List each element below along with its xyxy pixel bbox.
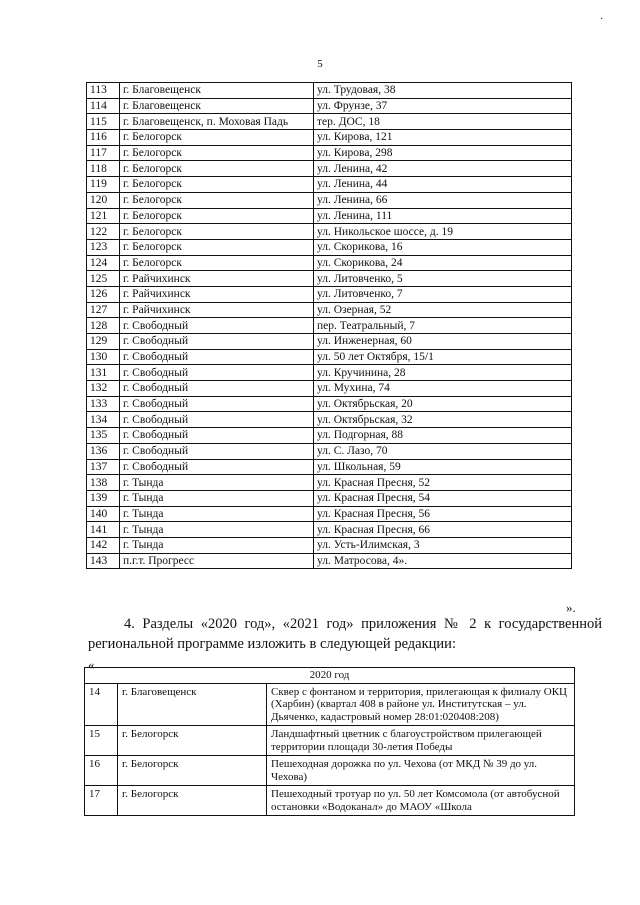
table-row bbox=[87, 224, 572, 240]
row-city: г. Свободный bbox=[120, 428, 314, 444]
corner-mark: · bbox=[600, 14, 604, 25]
table-row bbox=[87, 130, 572, 146]
row-number: 130 bbox=[87, 349, 120, 365]
table-row bbox=[87, 349, 572, 365]
closing-quote: ». bbox=[566, 600, 576, 615]
row-number: 128 bbox=[87, 318, 120, 334]
opening-quote: « bbox=[88, 657, 95, 672]
row-number: 142 bbox=[87, 537, 120, 553]
table-row bbox=[87, 459, 572, 475]
row-number: 137 bbox=[87, 459, 120, 475]
table-row bbox=[87, 522, 572, 538]
row-number: 129 bbox=[87, 334, 120, 350]
table-row bbox=[87, 412, 572, 428]
row-address: ул. Ленина, 42 bbox=[314, 161, 572, 177]
row-number: 140 bbox=[87, 506, 120, 522]
row-address: пер. Театральный, 7 bbox=[314, 318, 572, 334]
row-address: ул. Красная Пресня, 66 bbox=[314, 522, 572, 538]
row-number: 126 bbox=[87, 286, 120, 302]
addresses-table bbox=[86, 82, 572, 569]
row-address: тер. ДОС, 18 bbox=[314, 114, 572, 130]
row-address: ул. Подгорная, 88 bbox=[314, 428, 572, 444]
row-number: 123 bbox=[87, 239, 120, 255]
row-address: ул. Кирова, 121 bbox=[314, 130, 572, 146]
table-row bbox=[87, 537, 572, 553]
row-number: 119 bbox=[87, 177, 120, 193]
row-number: 114 bbox=[87, 98, 120, 114]
row-number: 127 bbox=[87, 302, 120, 318]
table-row bbox=[85, 756, 575, 786]
row-address: ул. Ленина, 44 bbox=[314, 177, 572, 193]
row-address: ул. Усть-Илимская, 3 bbox=[314, 537, 572, 553]
row-city: г. Белогорск bbox=[118, 726, 267, 756]
table-row bbox=[87, 396, 572, 412]
table-row bbox=[85, 786, 575, 816]
row-number: 125 bbox=[87, 271, 120, 287]
table-row bbox=[87, 192, 572, 208]
row-number: 117 bbox=[87, 145, 120, 161]
row-city: г. Свободный bbox=[120, 318, 314, 334]
row-address: ул. Фрунзе, 37 bbox=[314, 98, 572, 114]
table-row bbox=[87, 83, 572, 99]
row-number: 17 bbox=[85, 786, 118, 816]
row-address: ул. Кручинина, 28 bbox=[314, 365, 572, 381]
table-row bbox=[87, 381, 572, 397]
table-row bbox=[87, 334, 572, 350]
row-city: г. Белогорск bbox=[120, 224, 314, 240]
row-description: Пешеходная дорожка по ул. Чехова (от МКД № 39 до ул. Чехова) bbox=[267, 756, 575, 786]
row-address: ул. 50 лет Октября, 15/1 bbox=[314, 349, 572, 365]
row-description: Сквер с фонтаном и территория, прилегающая к филиалу ОКЦ (Харбин) (квартал 408 в районе ул. Институтская – ул. Дьяченко, кадастровый номер 28:01:020408:208) bbox=[267, 683, 575, 726]
table-row bbox=[87, 98, 572, 114]
row-address: ул. Скорикова, 16 bbox=[314, 239, 572, 255]
table-row bbox=[87, 506, 572, 522]
row-number: 143 bbox=[87, 553, 120, 569]
row-city: г. Тында bbox=[120, 522, 314, 538]
row-city: г. Свободный bbox=[120, 443, 314, 459]
table-row bbox=[87, 239, 572, 255]
row-city: г. Благовещенск bbox=[120, 83, 314, 99]
row-number: 135 bbox=[87, 428, 120, 444]
row-number: 120 bbox=[87, 192, 120, 208]
row-city: г. Белогорск bbox=[120, 177, 314, 193]
table-row bbox=[87, 365, 572, 381]
row-number: 133 bbox=[87, 396, 120, 412]
year-header: 2020 год bbox=[85, 668, 575, 684]
row-address: ул. Скорикова, 24 bbox=[314, 255, 572, 271]
row-city: г. Тында bbox=[120, 475, 314, 491]
row-address: ул. Литовченко, 7 bbox=[314, 286, 572, 302]
row-number: 134 bbox=[87, 412, 120, 428]
row-number: 121 bbox=[87, 208, 120, 224]
row-number: 139 bbox=[87, 490, 120, 506]
row-address: ул. Матросова, 4». bbox=[314, 553, 572, 569]
paragraph-line-2: региональной программе изложить в следующей редакции: bbox=[88, 636, 456, 652]
row-city: г. Райчихинск bbox=[120, 302, 314, 318]
table-row bbox=[87, 553, 572, 569]
year-2020-table bbox=[84, 667, 575, 816]
row-city: г. Тында bbox=[120, 490, 314, 506]
row-city: г. Белогорск bbox=[120, 208, 314, 224]
row-address: ул. Инженерная, 60 bbox=[314, 334, 572, 350]
row-description: Пешеходный тротуар по ул. 50 лет Комсомола (от автобусной остановки «Водоканал» до МАОУ «Школа bbox=[267, 786, 575, 816]
row-address: ул. Красная Пресня, 54 bbox=[314, 490, 572, 506]
row-number: 132 bbox=[87, 381, 120, 397]
row-number: 118 bbox=[87, 161, 120, 177]
row-city: г. Свободный bbox=[120, 459, 314, 475]
row-number: 116 bbox=[87, 130, 120, 146]
table-row bbox=[87, 286, 572, 302]
row-city: г. Белогорск bbox=[120, 145, 314, 161]
row-address: ул. Мухина, 74 bbox=[314, 381, 572, 397]
row-city: г. Благовещенск bbox=[120, 98, 314, 114]
table-row bbox=[87, 255, 572, 271]
table-row bbox=[87, 443, 572, 459]
table-row bbox=[87, 114, 572, 130]
row-city: г. Свободный bbox=[120, 349, 314, 365]
row-address: ул. Кирова, 298 bbox=[314, 145, 572, 161]
row-number: 131 bbox=[87, 365, 120, 381]
row-address: ул. Школьная, 59 bbox=[314, 459, 572, 475]
row-city: г. Благовещенск, п. Моховая Падь bbox=[120, 114, 314, 130]
row-address: ул. Красная Пресня, 52 bbox=[314, 475, 572, 491]
row-city: г. Свободный bbox=[120, 412, 314, 428]
row-address: ул. С. Лазо, 70 bbox=[314, 443, 572, 459]
year-header-row bbox=[85, 668, 575, 684]
row-city: г. Тында bbox=[120, 506, 314, 522]
table-row bbox=[87, 208, 572, 224]
table-row bbox=[87, 428, 572, 444]
row-city: г. Райчихинск bbox=[120, 286, 314, 302]
row-address: ул. Литовченко, 5 bbox=[314, 271, 572, 287]
table-row bbox=[87, 177, 572, 193]
row-number: 141 bbox=[87, 522, 120, 538]
row-number: 122 bbox=[87, 224, 120, 240]
table-row bbox=[87, 475, 572, 491]
table-row bbox=[87, 318, 572, 334]
table-row bbox=[85, 726, 575, 756]
paragraph-line-1: 4. Разделы «2020 год», «2021 год» приложения № 2 к государственной bbox=[124, 616, 602, 632]
row-city: г. Райчихинск bbox=[120, 271, 314, 287]
table-row bbox=[87, 271, 572, 287]
table-row bbox=[85, 683, 575, 726]
page-number: 5 bbox=[317, 58, 323, 70]
row-city: г. Благовещенск bbox=[118, 683, 267, 726]
row-number: 124 bbox=[87, 255, 120, 271]
row-description: Ландшафтный цветник с благоустройством прилегающей территории площади 30-летия Победы bbox=[267, 726, 575, 756]
row-number: 15 bbox=[85, 726, 118, 756]
row-city: г. Белогорск bbox=[120, 161, 314, 177]
row-city: г. Свободный bbox=[120, 396, 314, 412]
row-number: 113 bbox=[87, 83, 120, 99]
table-row bbox=[87, 161, 572, 177]
row-city: г. Белогорск bbox=[120, 255, 314, 271]
row-city: п.г.т. Прогресс bbox=[120, 553, 314, 569]
row-city: г. Тында bbox=[120, 537, 314, 553]
row-city: г. Белогорск bbox=[120, 130, 314, 146]
row-address: ул. Красная Пресня, 56 bbox=[314, 506, 572, 522]
row-address: ул. Ленина, 111 bbox=[314, 208, 572, 224]
row-number: 136 bbox=[87, 443, 120, 459]
row-number: 115 bbox=[87, 114, 120, 130]
row-city: г. Белогорск bbox=[118, 756, 267, 786]
row-address: ул. Озерная, 52 bbox=[314, 302, 572, 318]
table-row bbox=[87, 490, 572, 506]
amendment-paragraph bbox=[88, 614, 602, 654]
row-number: 16 bbox=[85, 756, 118, 786]
row-address: ул. Октябрьская, 20 bbox=[314, 396, 572, 412]
row-address: ул. Никольское шоссе, д. 19 bbox=[314, 224, 572, 240]
table-row bbox=[87, 145, 572, 161]
row-city: г. Свободный bbox=[120, 334, 314, 350]
row-city: г. Свободный bbox=[120, 381, 314, 397]
row-address: ул. Ленина, 66 bbox=[314, 192, 572, 208]
row-city: г. Белогорск bbox=[120, 239, 314, 255]
row-address: ул. Трудовая, 38 bbox=[314, 83, 572, 99]
row-address: ул. Октябрьская, 32 bbox=[314, 412, 572, 428]
row-city: г. Белогорск bbox=[120, 192, 314, 208]
row-city: г. Свободный bbox=[120, 365, 314, 381]
table-row bbox=[87, 302, 572, 318]
row-city: г. Белогорск bbox=[118, 786, 267, 816]
row-number: 138 bbox=[87, 475, 120, 491]
row-number: 14 bbox=[85, 683, 118, 726]
